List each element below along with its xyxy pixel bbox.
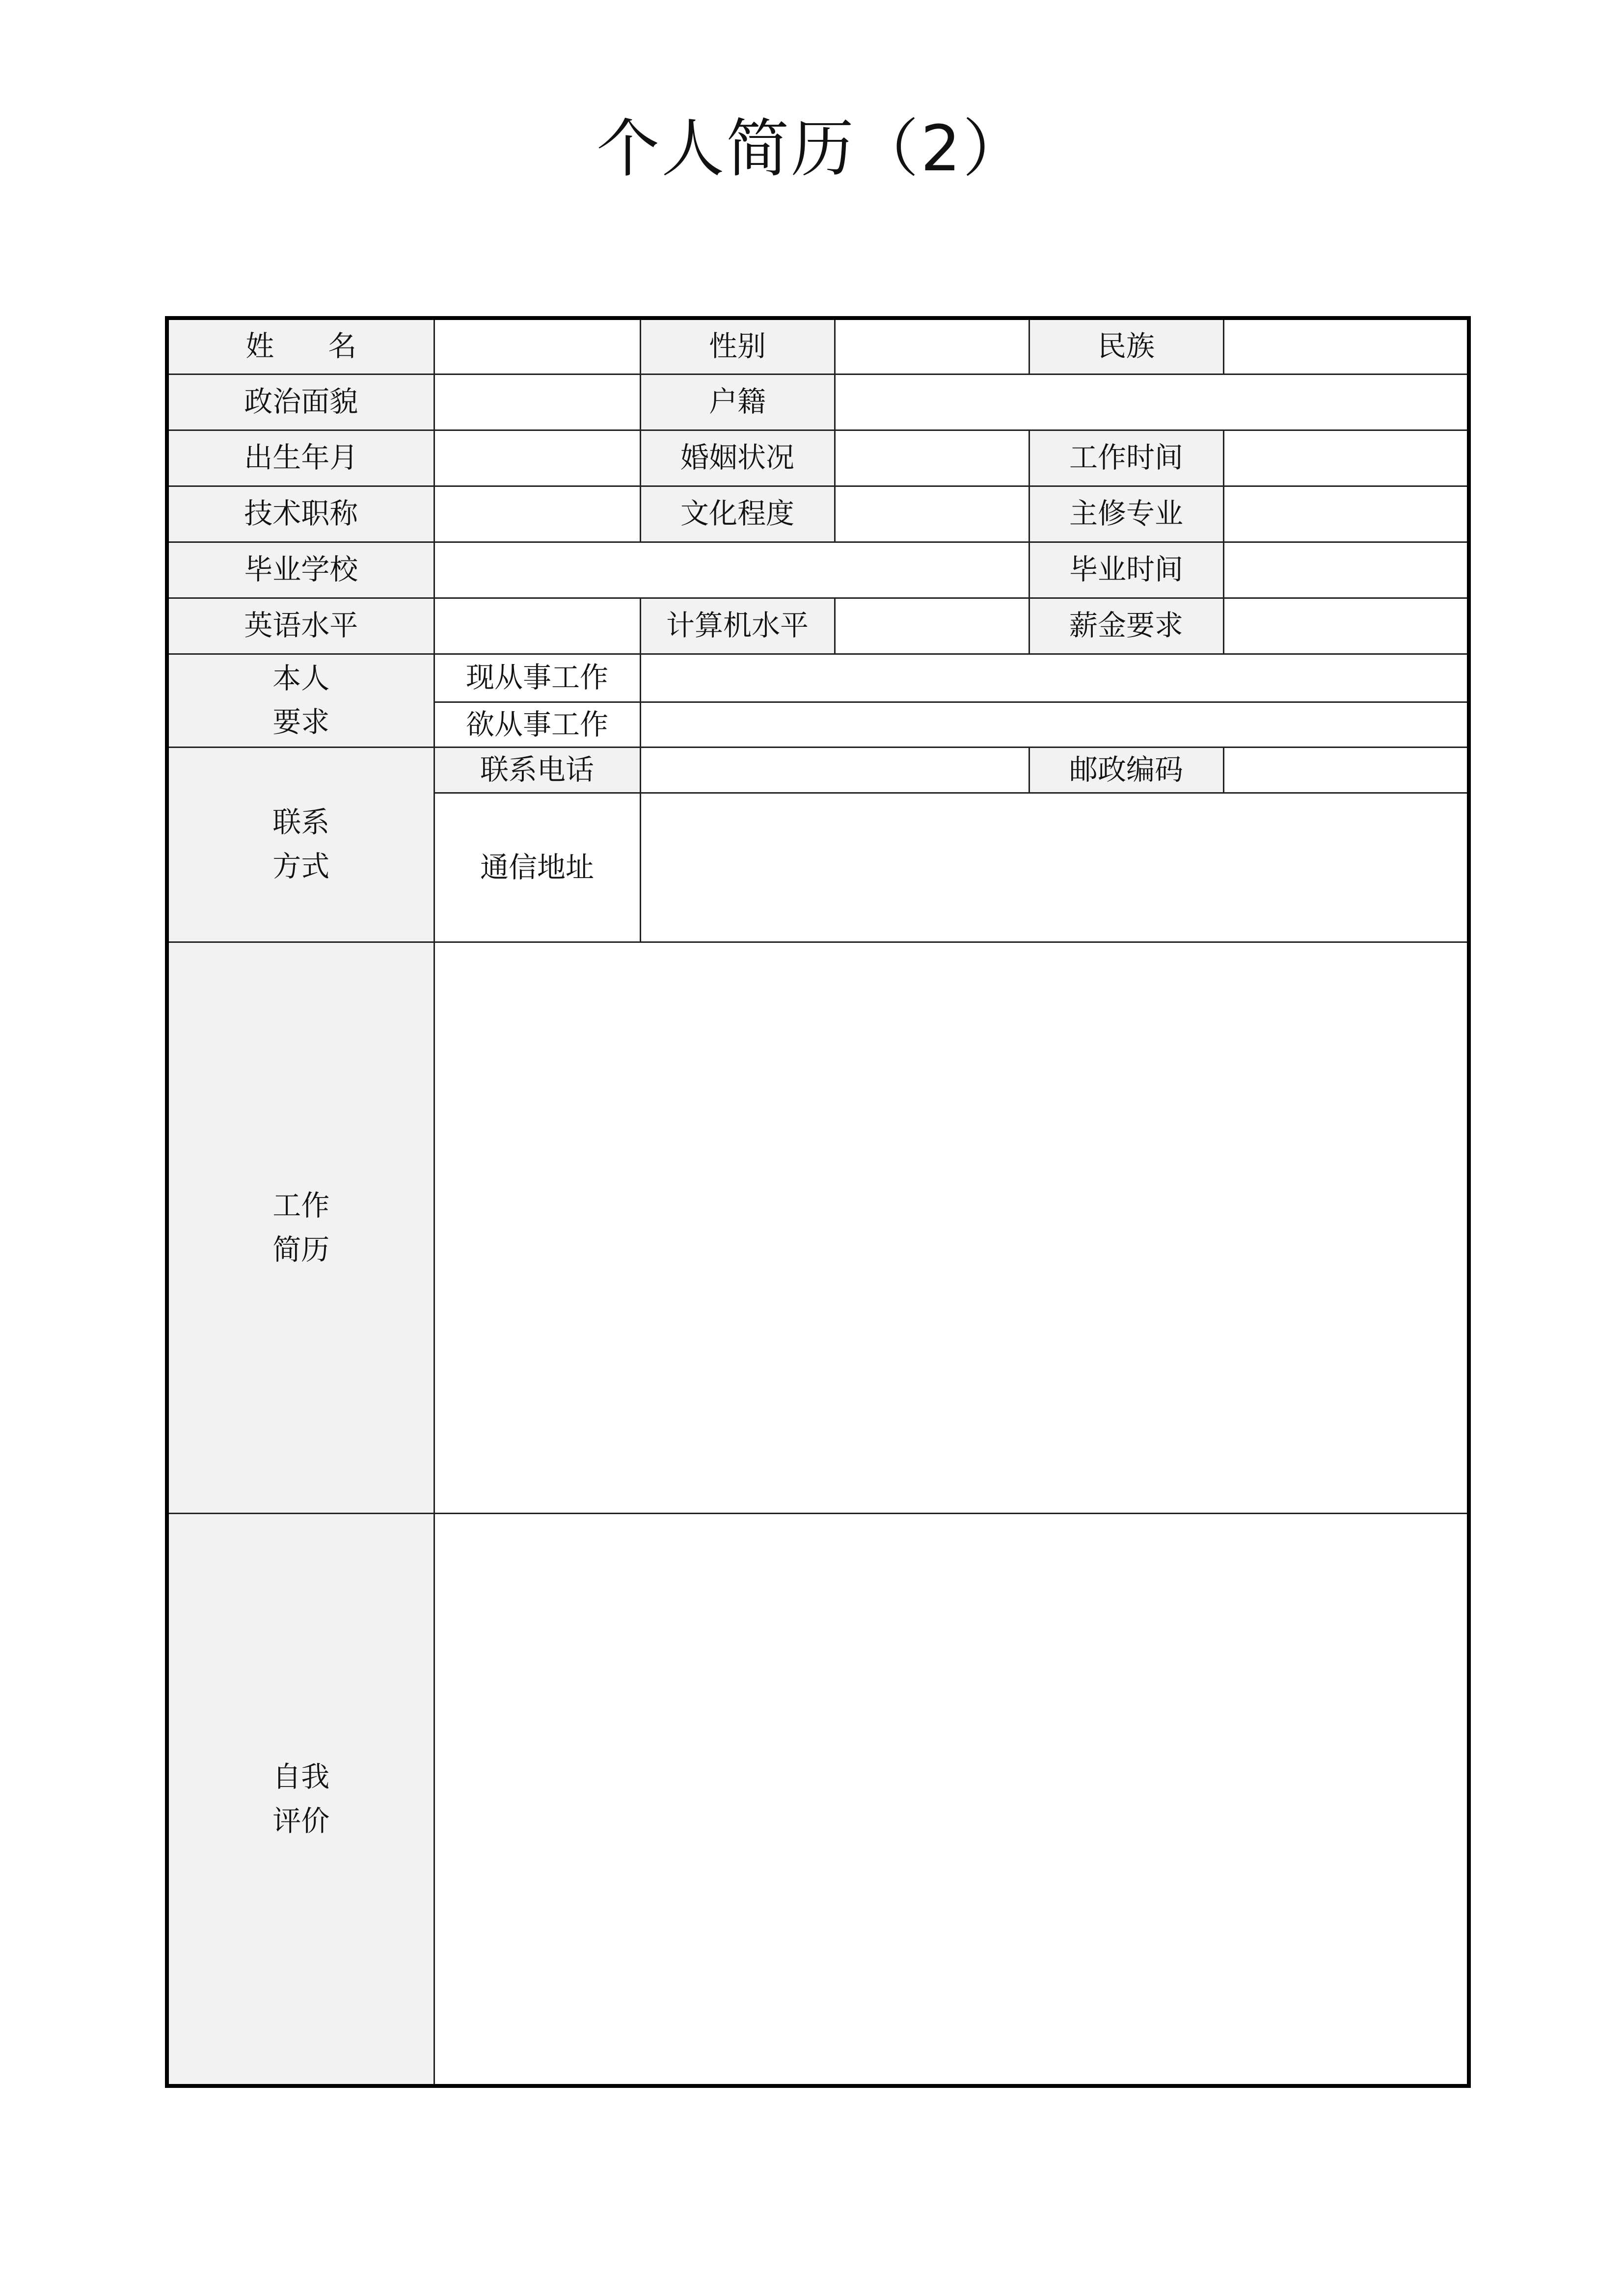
desired-job-field[interactable]	[640, 702, 1469, 748]
self-evaluation-field[interactable]	[434, 1514, 1469, 2086]
desired-job-label: 欲从事工作	[434, 702, 640, 748]
graduation-time-field[interactable]	[1223, 542, 1469, 598]
requirements-label: 本人 要求	[167, 654, 434, 748]
technical-title-label: 技术职称	[167, 486, 434, 542]
salary-requirement-label: 薪金要求	[1029, 598, 1223, 654]
ethnicity-field[interactable]	[1223, 318, 1469, 374]
household-registration-field[interactable]	[835, 374, 1469, 430]
graduation-time-label: 毕业时间	[1029, 542, 1223, 598]
address-field[interactable]	[640, 793, 1469, 942]
phone-field[interactable]	[640, 748, 1029, 793]
marital-status-label: 婚姻状况	[640, 430, 835, 486]
technical-title-field[interactable]	[434, 486, 640, 542]
name-field[interactable]	[434, 318, 640, 374]
postal-code-field[interactable]	[1223, 748, 1469, 793]
computer-level-field[interactable]	[835, 598, 1029, 654]
date-of-birth-field[interactable]	[434, 430, 640, 486]
household-registration-label: 户籍	[640, 374, 835, 430]
address-label: 通信地址	[434, 793, 640, 942]
current-job-label: 现从事工作	[434, 654, 640, 702]
work-start-field[interactable]	[1223, 430, 1469, 486]
work-start-label: 工作时间	[1029, 430, 1223, 486]
gender-label: 性别	[640, 318, 835, 374]
salary-requirement-field[interactable]	[1223, 598, 1469, 654]
work-history-label: 工作 简历	[167, 942, 434, 1514]
marital-status-field[interactable]	[835, 430, 1029, 486]
contact-label: 联系 方式	[167, 748, 434, 942]
name-label: 姓名	[167, 318, 434, 374]
gender-field[interactable]	[835, 318, 1029, 374]
postal-code-label: 邮政编码	[1029, 748, 1223, 793]
english-level-field[interactable]	[434, 598, 640, 654]
resume-form-table	[165, 316, 1471, 2088]
major-label: 主修专业	[1029, 486, 1223, 542]
ethnicity-label: 民族	[1029, 318, 1223, 374]
major-field[interactable]	[1223, 486, 1469, 542]
political-status-label: 政治面貌	[167, 374, 434, 430]
date-of-birth-label: 出生年月	[167, 430, 434, 486]
english-level-label: 英语水平	[167, 598, 434, 654]
education-level-label: 文化程度	[640, 486, 835, 542]
work-history-field[interactable]	[434, 942, 1469, 1514]
school-label: 毕业学校	[167, 542, 434, 598]
education-level-field[interactable]	[835, 486, 1029, 542]
page-title: 个人简历（2）	[596, 112, 1028, 186]
computer-level-label: 计算机水平	[640, 598, 835, 654]
political-status-field[interactable]	[434, 374, 640, 430]
school-field[interactable]	[434, 542, 1029, 598]
self-evaluation-label: 自我 评价	[167, 1514, 434, 2086]
current-job-field[interactable]	[640, 654, 1469, 702]
phone-label: 联系电话	[434, 748, 640, 793]
